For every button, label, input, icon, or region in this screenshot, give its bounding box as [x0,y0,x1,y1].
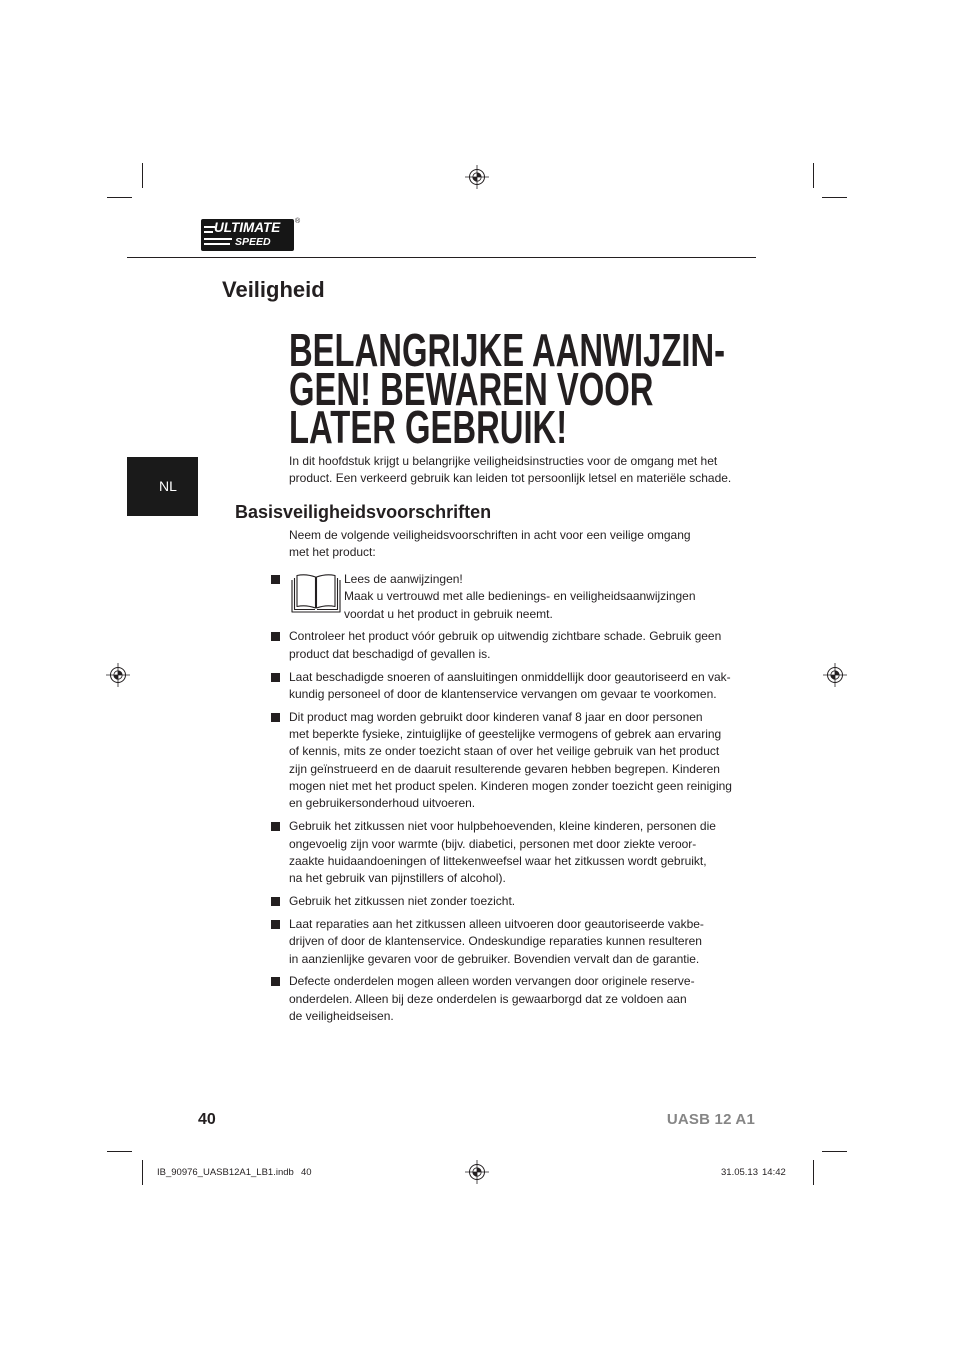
intro-line: product. Een verkeerd gebruik kan leiden tot persoonlijk letsel en materiële schade. [289,471,732,486]
registration-mark-icon [822,662,848,688]
page-title [289,324,731,453]
page-title-line: LATER GEBRUIK! [289,401,568,453]
list-item-line: de veiligheidseisen. [289,1008,394,1023]
list-item-line: en gebruikersonderhoud uitvoeren. [289,796,476,811]
list-item-line: zaakte huidaandoeningen of littekenweefsel waar het zitkussen wordt gebruikt, [289,853,707,868]
square-bullet-icon [271,713,280,722]
intro-line: In dit hoofdstuk krijgt u belangrijke veiligheidsinstructies voor de omgang met het [289,454,718,468]
square-bullet-icon [271,977,280,986]
square-bullet-icon [271,632,280,641]
square-bullet-icon [271,897,280,906]
registration-mark-icon [464,164,490,190]
list-item-line: kundig personeel of door de klantenservice vervangen om gevaar te voorkomen. [289,686,717,701]
list-item-line: Controleer het product vóór gebruik op uitwendig zichtbare schade. Gebruik geen [289,629,722,644]
crop-mark [142,1160,143,1185]
crop-mark [107,1151,132,1152]
safety-rules-list [289,571,769,1031]
list-item-line: Defecte onderdelen mogen alleen worden vervangen door originele reserve- [289,974,695,989]
list-item-line: voordat u het product in gebruik neemt. [344,606,553,621]
logo-registered-mark: ® [295,218,301,225]
square-bullet-icon [271,920,280,929]
page-title-line: GEN! BEWAREN VOOR [289,362,654,415]
registration-mark-icon [464,1159,490,1185]
list-item-line: na het gebruik van pijnstillers of alcohol). [289,871,506,886]
registration-mark-icon [105,662,131,688]
list-item [289,571,769,623]
list-item-line: ongevoelig zijn voor warmte (bijv. diabetici, personen met door ziekte veroor- [289,836,697,851]
list-item-line: drijven of door de klantenservice. Ondeskundige reparaties kunnen resulteren [289,934,702,949]
brand-logo [201,219,294,251]
list-item-line: Laat beschadigde snoeren of aansluitingen onmiddellijk door geautoriseerd en vak- [289,669,731,684]
list-item [289,893,769,910]
square-bullet-icon [271,575,280,584]
language-tab [127,457,198,516]
list-item-line: of kennis, mits ze onder toezicht staan of over het veilige gebruik van het product [289,744,720,759]
logo-speed-stripe [204,238,232,240]
crop-mark [813,1160,814,1185]
model-number: UASB 12 A1 [666,1111,755,1128]
square-bullet-icon [271,673,280,682]
list-item-line: Dit product mag worden gebruikt door kinderen vanaf 8 jaar en door personen [289,709,703,724]
list-item [289,973,769,1025]
list-item [289,709,769,813]
section-title: Veiligheid [222,277,325,302]
crop-mark [822,1151,847,1152]
list-item [289,916,769,968]
list-item-line: product dat beschadigd of gevallen is. [289,646,491,661]
list-item-line: Gebruik het zitkussen niet zonder toezicht. [289,894,516,909]
lead-line: met het product: [289,545,376,560]
list-item [289,628,769,663]
crop-mark [142,163,143,188]
intro-paragraph [289,453,769,488]
list-item-line: in aanzienlijke gevaren voor de gebruiker. Bovendien vervalt dan de garantie. [289,951,700,966]
square-bullet-icon [271,822,280,831]
page-title-line: BELANGRIJKE AANWIJZIN- [289,324,726,376]
list-item-line: Gebruik het zitkussen niet voor hulpbehoevenden, kleine kinderen, personen die [289,819,716,834]
print-slug-file: IB_90976_UASB12A1_LB1.indb [157,1167,294,1178]
list-item-line: zijn geïnstrueerd en de daaruit resulterende gevaren hebben begrepen. Kinderen [289,761,720,776]
list-item-line: Maak u vertrouwd met alle bedienings- en veiligheidsaanwijzingen [344,589,696,604]
logo-speed-stripe [204,231,213,233]
print-slug-time: 14:42 [762,1167,786,1178]
header-rule [127,257,756,258]
list-item [289,818,769,887]
book-icon [291,573,341,613]
page-number: 40 [198,1111,216,1128]
logo-text-ultimate: ULTIMATE [214,220,281,235]
logo-speed-stripe [204,243,230,245]
crop-mark [822,197,847,198]
list-item [289,669,769,704]
list-item-line: onderdelen. Alleen bij deze onderdelen is gewaarborgd dat ze voldoen aan [289,991,687,1006]
print-slug-page: 40 [301,1167,312,1178]
print-slug-date: 31.05.13 [721,1167,758,1178]
list-item-line: Laat reparaties aan het zitkussen alleen uitvoeren door geautoriseerde vakbe- [289,916,704,931]
crop-mark [813,163,814,188]
list-item-line: Lees de aanwijzingen! [344,572,463,586]
crop-mark [107,197,132,198]
subheading: Basisveiligheidsvoorschriften [235,502,492,522]
logo-text-speed: SPEED [235,236,271,248]
lead-paragraph [289,527,769,562]
language-tab-label: NL [159,478,177,494]
list-item-line: met beperkte fysieke, zintuiglijke of geestelijke vermogens of gebrek aan ervaring [289,727,722,742]
lead-line: Neem de volgende veiligheidsvoorschriften in acht voor een veilige omgang [289,528,691,542]
list-item-line: mogen niet met het product spelen. Kinderen mogen zonder toezicht geen reiniging [289,779,732,794]
